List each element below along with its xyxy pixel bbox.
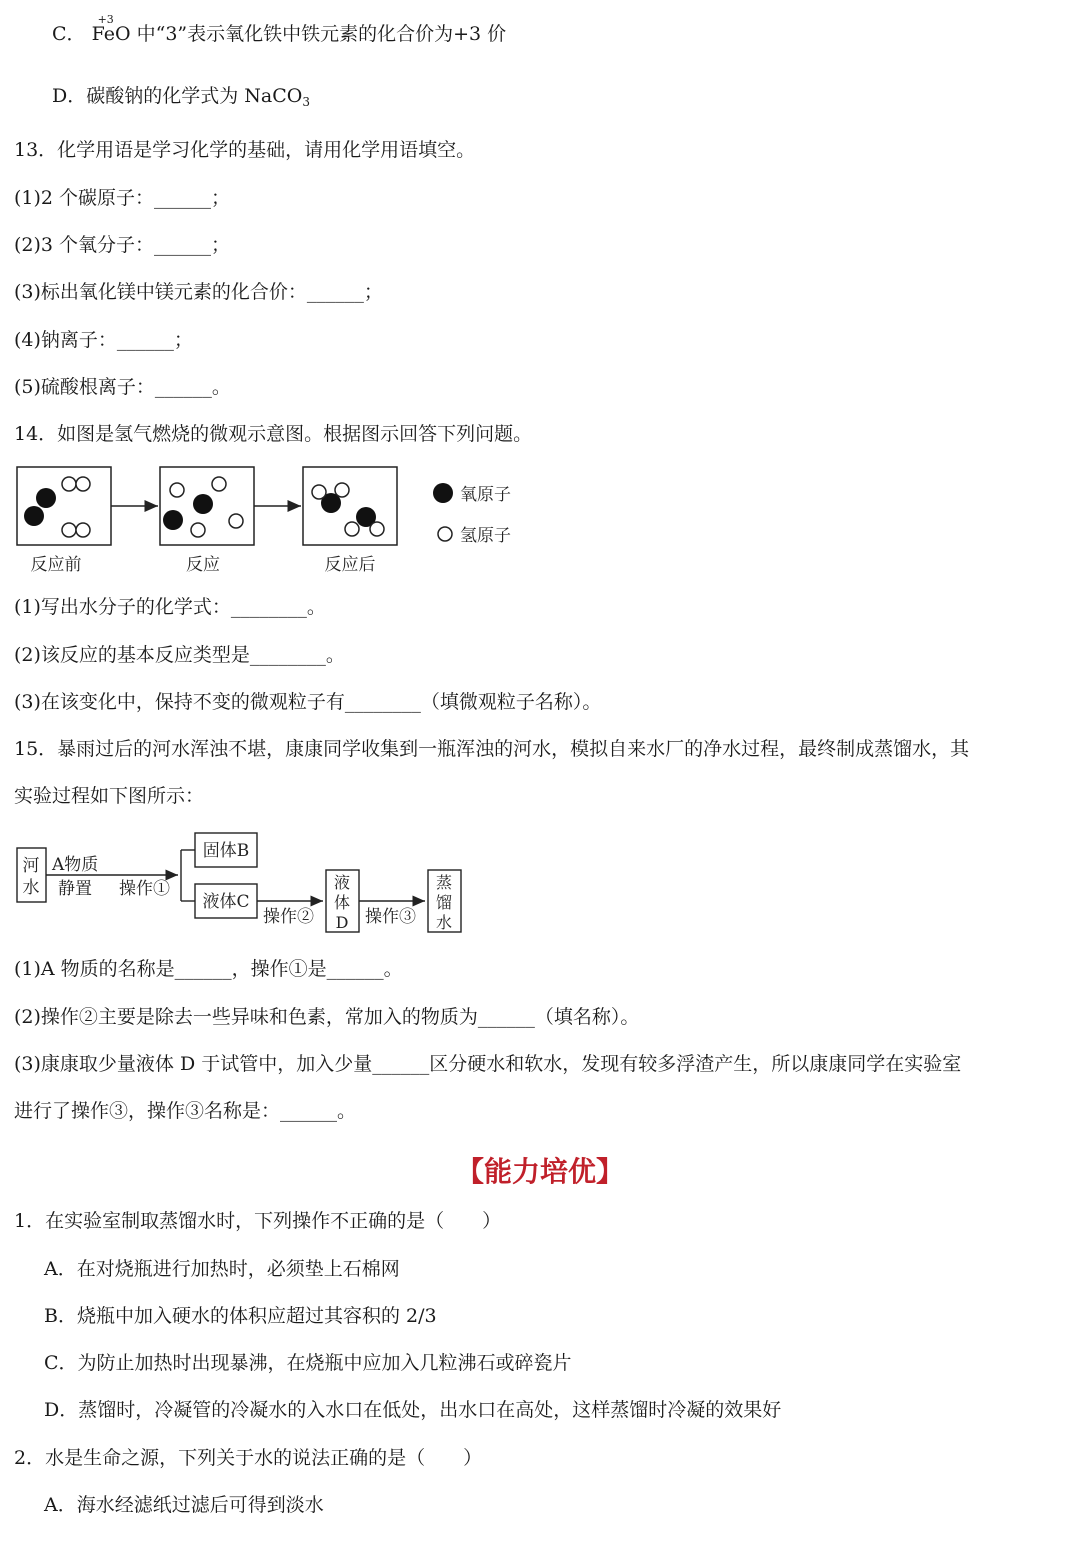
s1-option-b: B．烧瓶中加入硬水的体积应超过其容积的 2/3	[44, 1305, 437, 1327]
s2-option-a: A．海水经滤纸过滤后可得到淡水	[44, 1494, 324, 1516]
s1-stem: 1．在实验室制取蒸馏水时，下列操作不正确的是（ ）	[14, 1210, 502, 1232]
q15-stem-line2: 实验过程如下图所示：	[14, 785, 205, 807]
svg-text:水: 水	[22, 878, 40, 898]
q15-item-1: (1)A 物质的名称是______，操作①是______。	[14, 958, 403, 980]
q15-item-2: (2)操作②主要是除去一些异味和色素，常加入的物质为______（填名称）。	[14, 1006, 640, 1028]
s1-option-d: D．蒸馏时，冷凝管的冷凝水的入水口在低处，出水口在高处，这样蒸馏时冷凝的效果好	[44, 1399, 782, 1421]
option-c-label: C．	[52, 23, 86, 45]
label-a-substance: A物质	[52, 855, 99, 875]
hydrogen-atom	[229, 514, 243, 528]
hydrogen-atom	[312, 485, 326, 499]
label-reaction: 反应	[186, 555, 220, 575]
label-op1: 操作①	[119, 879, 170, 899]
hydrogen-atom	[370, 522, 384, 536]
q13-item-4: (4)钠离子：______；	[14, 329, 193, 351]
hydrogen-atom	[76, 523, 90, 537]
q15-item-3-cont: 进行了操作③，操作③名称是：______。	[14, 1100, 357, 1122]
valence-mark: +3	[97, 13, 114, 26]
legend-hydrogen-label: 氢原子	[460, 526, 511, 546]
q13-item-3: (3)标出氧化镁中镁元素的化合价：______；	[14, 281, 383, 303]
q14-item-2: (2)该反应的基本反应类型是________。	[14, 644, 345, 666]
q13-stem: 13．化学用语是学习化学的基础，请用化学用语填空。	[14, 139, 476, 161]
svg-text:河: 河	[22, 856, 40, 876]
label-settle: 静置	[58, 879, 92, 899]
option-c-text: 中“3”表示氧化铁中铁元素的化合价为+3 价	[136, 23, 507, 45]
hydrogen-atom	[76, 477, 90, 491]
hydrogen-atom	[345, 522, 359, 536]
label-op2: 操作②	[263, 907, 314, 927]
q14-stem: 14．如图是氢气燃烧的微观示意图。根据图示回答下列问题。	[14, 423, 533, 445]
hydrogen-atom	[335, 483, 349, 497]
q13-item-5: (5)硫酸根离子：______。	[14, 376, 231, 398]
feo-formula: +3 FeO	[92, 22, 131, 46]
hydrogen-atom	[62, 523, 76, 537]
legend-oxygen-atom	[433, 483, 453, 503]
legend-oxygen-label: 氧原子	[460, 485, 511, 505]
label-op3: 操作③	[365, 907, 416, 927]
option-c	[52, 13, 507, 46]
water-purification-flow	[0, 826, 480, 938]
q13-item-2: (2)3 个氧分子：______；	[14, 234, 231, 256]
q14-item-3: (3)在该变化中，保持不变的微观粒子有________（填微观粒子名称）。	[14, 691, 602, 713]
option-d: D．碳酸钠的化学式为 NaCO$_3$	[52, 85, 310, 109]
svg-text:液体C: 液体C	[202, 892, 250, 912]
hydrogen-atom	[212, 477, 226, 491]
q13-item-1: (1)2 个碳原子：______；	[14, 187, 231, 209]
svg-text:馏: 馏	[435, 893, 453, 912]
s1-option-a: A．在对烧瓶进行加热时，必须垫上石棉网	[44, 1258, 400, 1280]
svg-text:D: D	[335, 913, 349, 932]
label-after: 反应后	[324, 555, 376, 575]
q15-item-3: (3)康康取少量液体 D 于试管中，加入少量______区分硬水和软水，发现有较多浮渣产生，所以康康同学在实验室	[14, 1053, 962, 1075]
legend-hydrogen-atom	[438, 527, 452, 541]
svg-text:体: 体	[333, 893, 351, 912]
hydrogen-combustion-diagram	[0, 460, 560, 585]
hydrogen-atom	[170, 483, 184, 497]
section-title: 【能力培优】	[455, 1155, 624, 1188]
oxygen-atom	[163, 510, 183, 530]
q14-item-1: (1)写出水分子的化学式：________。	[14, 596, 326, 618]
svg-text:蒸: 蒸	[435, 873, 453, 892]
svg-text:液: 液	[333, 873, 351, 892]
oxygen-atom	[24, 506, 44, 526]
oxygen-atom	[193, 494, 213, 514]
s1-option-c: C．为防止加热时出现暴沸，在烧瓶中应加入几粒沸石或碎瓷片	[44, 1352, 572, 1374]
oxygen-atom	[36, 488, 56, 508]
s2-stem: 2．水是生命之源，下列关于水的说法正确的是（ ）	[14, 1447, 483, 1469]
hydrogen-atom	[62, 477, 76, 491]
hydrogen-atom	[191, 523, 205, 537]
q15-stem-line1: 15．暴雨过后的河水浑浊不堪，康康同学收集到一瓶浑浊的河水，模拟自来水厂的净水过程，最终制成蒸馏水，其	[14, 738, 970, 760]
svg-text:固体B: 固体B	[202, 841, 250, 861]
svg-text:水: 水	[435, 913, 453, 932]
label-before: 反应前	[30, 555, 82, 575]
